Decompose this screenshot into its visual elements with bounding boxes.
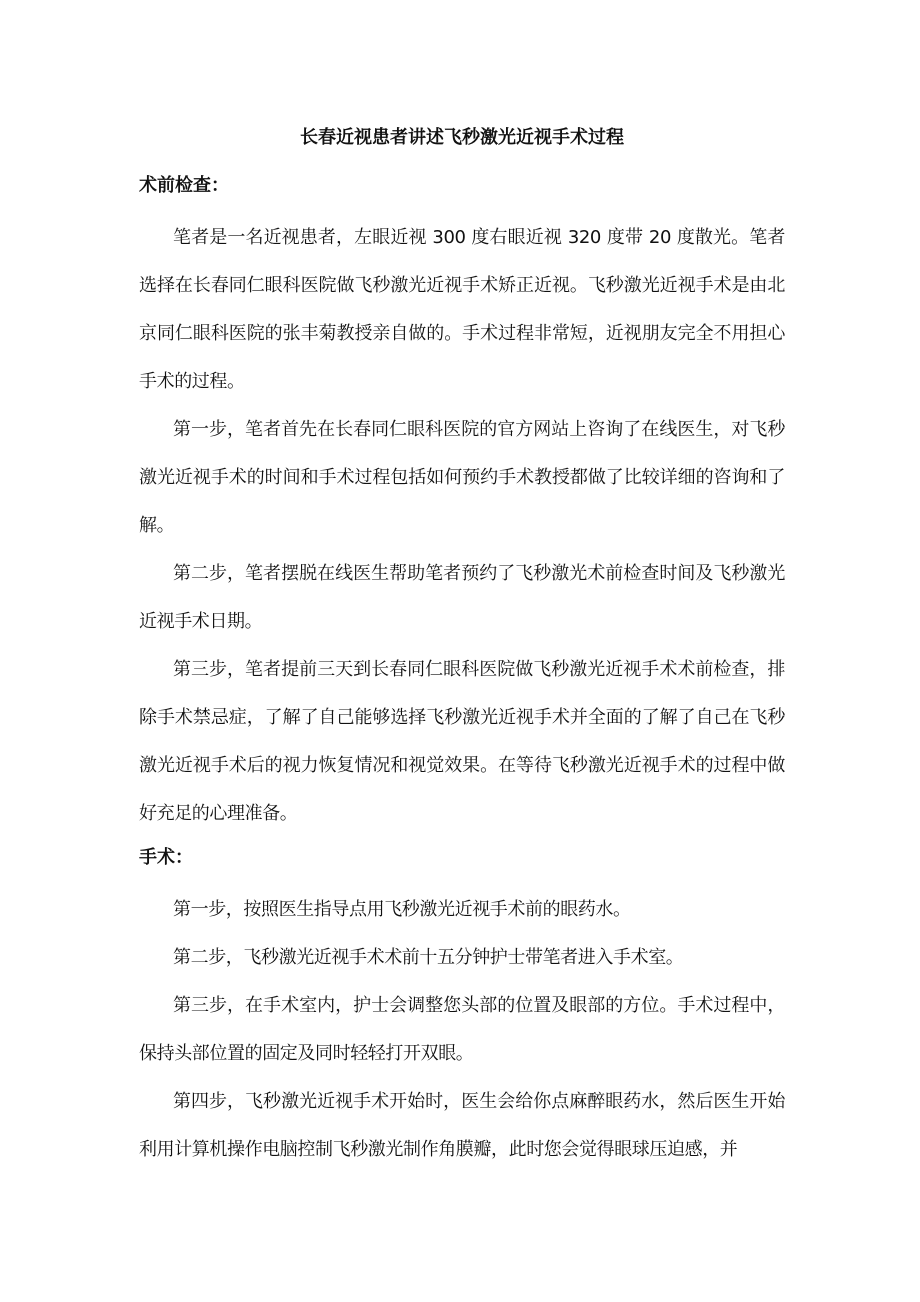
paragraph: 笔者是一名近视患者，左眼近视 300 度右眼近视 320 度带 20 度散光。笔者选择在长春同仁眼科医院做飞秒激光近视手术矫正近视。飞秒激光近视手术是由北京同仁眼科医院的张丰菊教授亲自做的。手术过程非常短，近视朋友完全不用担心手术的过程。 xyxy=(139,227,785,392)
paragraph: 第一步，按照医生指导点用飞秒激光近视手术前的眼药水。 xyxy=(173,899,631,920)
section-heading-surgery: 手术： xyxy=(139,847,193,868)
document-body xyxy=(139,118,785,1174)
paragraph: 第一步，笔者首先在长春同仁眼科医院的官方网站上咨询了在线医生，对飞秒激光近视手术的时间和手术过程包括如何预约手术教授都做了比较详细的咨询和了解。 xyxy=(139,419,785,536)
paragraph: 第四步，飞秒激光近视手术开始时，医生会给你点麻醉眼药水，然后医生开始利用计算机操作电脑控制飞秒激光制作角膜瓣，此时您会觉得眼球压迫感，并 xyxy=(139,1091,785,1160)
paragraph: 第三步，在手术室内，护士会调整您头部的位置及眼部的方位。手术过程中，保持头部位置的固定及同时轻轻打开双眼。 xyxy=(139,995,785,1064)
paragraph: 第二步，飞秒激光近视手术术前十五分钟护士带笔者进入手术室。 xyxy=(173,947,684,968)
paragraph: 第三步，笔者提前三天到长春同仁眼科医院做飞秒激光近视手术术前检查，排除手术禁忌症，了解了自己能够选择飞秒激光近视手术并全面的了解了自己在飞秒激光近视手术后的视力恢复情况和视觉效果。在等待飞秒激光近视手术的过程中做好充足的心理准备。 xyxy=(139,659,785,824)
section-heading-preop: 术前检查： xyxy=(139,175,229,196)
document-title: 长春近视患者讲述飞秒激光近视手术过程 xyxy=(300,127,624,148)
paragraph: 第二步，笔者摆脱在线医生帮助笔者预约了飞秒激光术前检查时间及飞秒激光近视手术日期。 xyxy=(139,563,785,632)
